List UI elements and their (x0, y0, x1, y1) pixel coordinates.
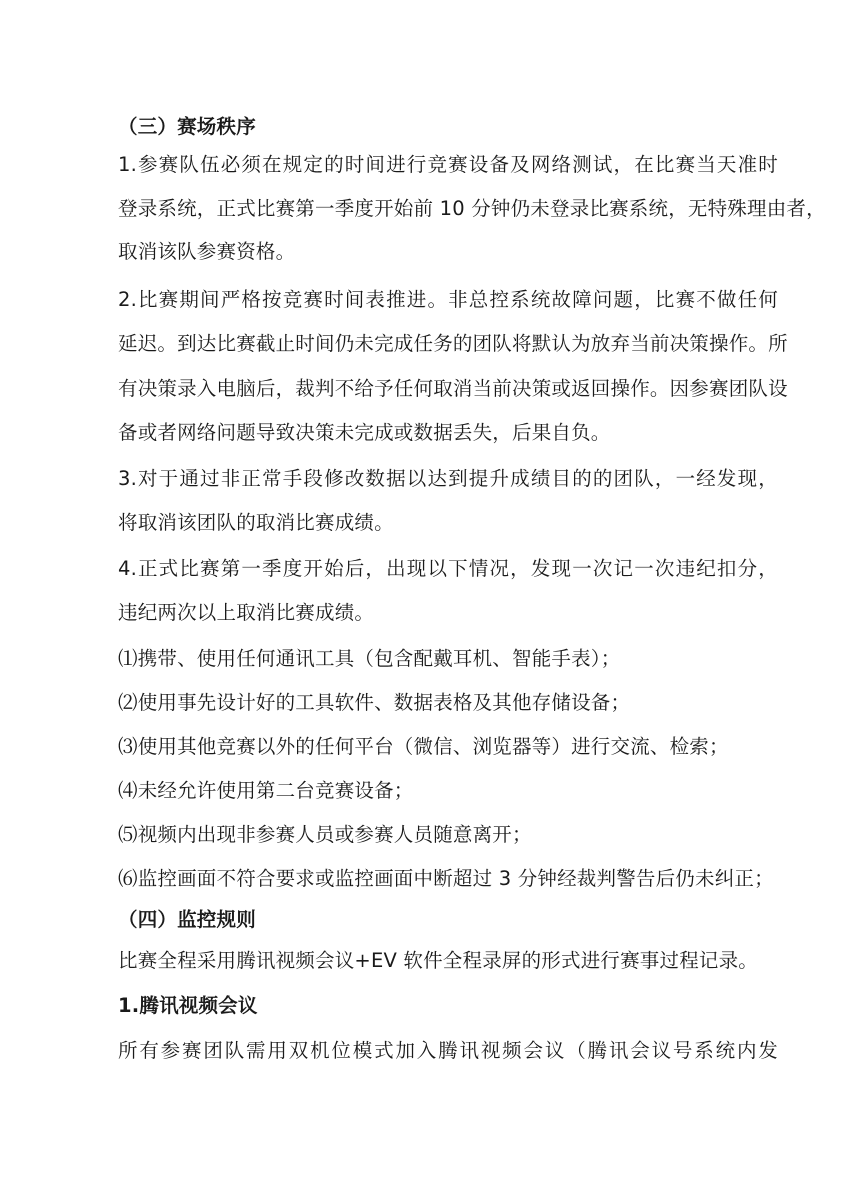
rule2-line4: 备或者网络问题导致决策未完成或数据丢失，后果自负。 (118, 421, 611, 444)
monitor-intro: 比赛全程采用腾讯视频会议+EV 软件全程录屏的形式进行赛事过程记录。 (118, 949, 758, 972)
rule4-line2: 违纪两次以上取消比赛成绩。 (118, 601, 375, 624)
tencent-meeting-text: 所有参赛团队需用双机位模式加入腾讯视频会议（腾讯会议号系统内发 (118, 1039, 778, 1062)
list-item: ⑹监控画面不符合要求或监控画面中断超过 3 分钟经裁判警告后仍未纠正； (118, 867, 774, 890)
section-heading-4: （四）监控规则 (118, 908, 256, 931)
rule1-line1: 1.参赛队伍必须在规定的时间进行竞赛设备及网络测试，在比赛当天准时 (118, 153, 778, 176)
list-item: ⑸视频内出现非参赛人员或参赛人员随意离开； (118, 823, 532, 846)
list-item: ⑵使用事先设计好的工具软件、数据表格及其他存储设备； (118, 691, 631, 714)
rule1-line3: 取消该队参赛资格。 (118, 240, 296, 263)
rule2-line3: 有决策录入电脑后，裁判不给予任何取消当前决策或返回操作。因参赛团队设 (118, 377, 788, 400)
subheading-tencent-meeting: 1.腾讯视频会议 (118, 994, 258, 1017)
list-item: ⑶使用其他竞赛以外的任何平台（微信、浏览器等）进行交流、检索； (118, 735, 729, 758)
rule4-line1: 4.正式比赛第一季度开始后，出现以下情况，发现一次记一次违纪扣分， (118, 557, 778, 580)
rule2-line1: 2.比赛期间严格按竞赛时间表推进。非总控系统故障问题，比赛不做任何 (118, 288, 778, 311)
rule1-line2: 登录系统，正式比赛第一季度开始前 10 分钟仍未登录比赛系统，无特殊理由者， (118, 197, 826, 220)
rule3-line1: 3.对于通过非正常手段修改数据以达到提升成绩目的的团队，一经发现， (118, 467, 778, 490)
list-item: ⑴携带、使用任何通讯工具（包含配戴耳机、智能手表）； (118, 647, 621, 670)
section-heading-3: （三）赛场秩序 (118, 115, 256, 138)
rule2-line2: 延迟。到达比赛截止时间仍未完成任务的团队将默认为放弃当前决策操作。所 (118, 332, 788, 355)
list-item: ⑷未经允许使用第二台竞赛设备； (118, 779, 414, 802)
rule3-line2: 将取消该团队的取消比赛成绩。 (118, 511, 394, 534)
